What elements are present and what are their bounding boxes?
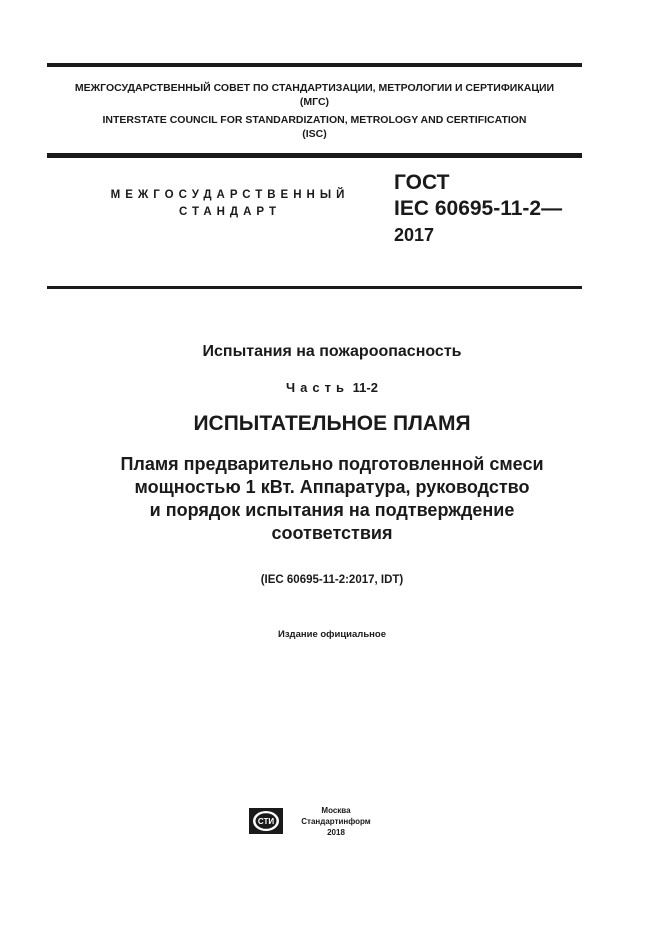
subtitle xyxy=(47,453,617,545)
middle-rule xyxy=(47,153,582,158)
main-title: ИСПЫТАТЕЛЬНОЕ ПЛАМЯ xyxy=(193,412,471,435)
subtitle-line: и порядок испытания на подтверждение xyxy=(149,500,515,520)
part-label xyxy=(47,380,617,395)
part-word: Часть xyxy=(286,380,349,395)
standard-designation xyxy=(394,170,562,248)
logo-text: СТИ xyxy=(257,817,275,827)
council-name-en: INTERSTATE COUNCIL FOR STANDARDIZATION, METROLOGY AND CERTIFICATION xyxy=(102,114,527,126)
subtitle-line: Пламя предварительно подготовленной смеси xyxy=(120,454,544,474)
standard-label-line1: МЕЖГОСУДАРСТВЕННЫЙ xyxy=(110,189,350,201)
iec-reference: (IEC 60695-11-2:2017, IDT) xyxy=(260,574,404,586)
standard-label-line2: СТАНДАРТ xyxy=(179,206,281,218)
subtitle-line: мощностью 1 кВт. Аппаратура, руководство xyxy=(134,477,530,497)
council-name-ru: МЕЖГОСУДАРСТВЕННЫЙ СОВЕТ ПО СТАНДАРТИЗАЦИИ, МЕТРОЛОГИИ И СЕРТИФИКАЦИИ xyxy=(74,82,555,94)
designation-line2: IEC 60695-11-2— xyxy=(394,197,563,220)
bottom-rule xyxy=(47,286,582,289)
part-number: 11-2 xyxy=(352,380,378,395)
publication-year: 2018 xyxy=(327,828,345,837)
publisher-name: Стандартинформ xyxy=(301,817,371,826)
edition-note: Издание официальное xyxy=(278,629,386,640)
subtitle-line: соответствия xyxy=(271,523,393,543)
top-rule xyxy=(47,63,582,67)
publisher-block xyxy=(296,805,376,838)
council-abbr-ru: (МГС) xyxy=(299,96,330,108)
designation-line1: ГОСТ xyxy=(394,171,450,194)
general-title: Испытания на пожароопасность xyxy=(202,343,462,360)
standartinform-logo-icon xyxy=(249,806,283,836)
designation-line3: 2017 xyxy=(394,225,435,245)
council-abbr-en: (ISC) xyxy=(302,128,327,140)
publisher-city: Москва xyxy=(321,806,351,815)
